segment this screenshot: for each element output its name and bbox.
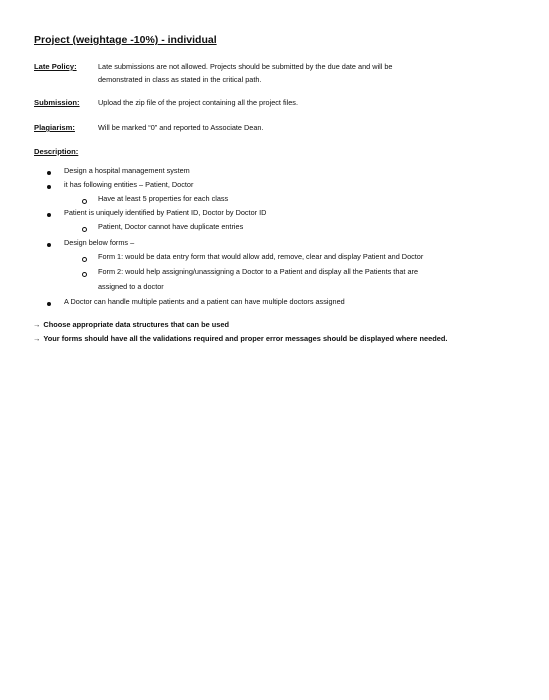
bullet-circle-icon (82, 227, 87, 232)
late-policy-text (98, 60, 498, 86)
note-text: Choose appropriate data structures that can be used (43, 320, 230, 329)
note-text: Your forms should have all the validations required and proper error messages should be displayed where needed. (43, 334, 448, 343)
late-policy-line-1: Late submissions are not allowed. Projects should be submitted by the due date and will be (98, 62, 393, 71)
late-policy-line-2: demonstrated in class as stated in the critical path. (98, 75, 262, 84)
bullet-circle-icon (82, 257, 87, 262)
arrow-right-icon: → (33, 320, 41, 329)
description-label: Description: (34, 147, 79, 156)
list-item-continuation: assigned to a doctor (98, 282, 164, 291)
bullet-circle-icon (82, 272, 87, 277)
list-item: Patient, Doctor cannot have duplicate entries (98, 222, 244, 231)
bullet-dot-icon (47, 171, 51, 175)
document-title: Project (weightage -10%) - individual (34, 34, 217, 46)
list-item: it has following entities – Patient, Doctor (64, 180, 194, 189)
late-policy-label: Late Policy: (34, 62, 77, 71)
plagiarism-text: Will be marked “0” and reported to Associate Dean. (98, 123, 264, 132)
submission-label: Submission: (34, 98, 80, 107)
list-item: Form 1: would be data entry form that would allow add, remove, clear and display Patient and Doctor (98, 252, 424, 261)
bullet-dot-icon (47, 302, 51, 306)
list-item: Patient is uniquely identified by Patient ID, Doctor by Doctor ID (64, 208, 267, 217)
note-line (33, 320, 229, 329)
bullet-dot-icon (47, 243, 51, 247)
bullet-dot-icon (47, 185, 51, 189)
list-item: Form 2: would help assigning/unassigning a Doctor to a Patient and display all the Patients that are (98, 267, 419, 276)
list-item: Design below forms – (64, 238, 135, 247)
note-line (33, 334, 447, 343)
plagiarism-label: Plagiarism: (34, 123, 75, 132)
bullet-circle-icon (82, 199, 87, 204)
list-item: Have at least 5 properties for each class (98, 194, 229, 203)
submission-text: Upload the zip file of the project containing all the project files. (98, 98, 298, 107)
bullet-dot-icon (47, 213, 51, 217)
arrow-right-icon: → (33, 334, 41, 343)
list-item: A Doctor can handle multiple patients and a patient can have multiple doctors assigned (64, 297, 345, 306)
list-item: Design a hospital management system (64, 166, 190, 175)
